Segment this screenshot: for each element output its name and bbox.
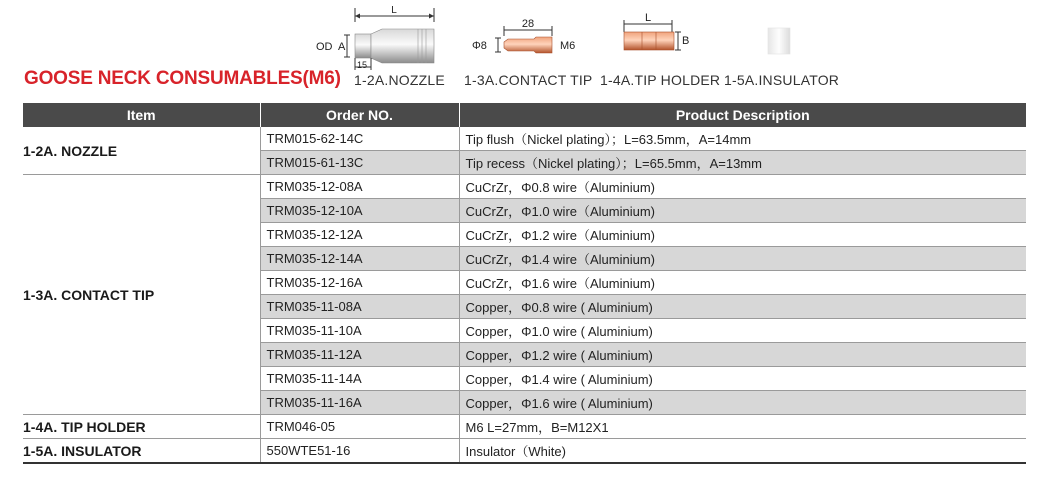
tip-thread-label: M6: [560, 40, 576, 52]
part-label-insulator: 1-5A.INSULATOR: [724, 72, 840, 88]
order-no-cell: TRM046-05: [260, 415, 459, 439]
order-no-cell: TRM035-11-16A: [260, 391, 459, 415]
holder-b-label: B: [682, 35, 690, 47]
description-cell: CuCrZr，Φ1.2 wire（Aluminium): [459, 223, 1026, 247]
tip-diameter-label: Φ8: [472, 40, 487, 52]
item-cell: 1-4A. TIP HOLDER: [23, 415, 260, 439]
tip-holder-icon: [596, 0, 714, 72]
order-no-cell: TRM035-12-10A: [260, 199, 459, 223]
order-no-cell: TRM015-62-14C: [260, 127, 459, 151]
description-cell: Copper，Φ1.2 wire ( Aluminium): [459, 343, 1026, 367]
part-label-nozzle: 1-2A.NOZZLE: [354, 72, 445, 88]
order-no-cell: TRM035-12-08A: [260, 175, 459, 199]
nozzle-depth-label: 15: [357, 60, 368, 70]
description-cell: Copper，Φ0.8 wire ( Aluminium): [459, 295, 1026, 319]
contact-tip-icon: [462, 0, 587, 72]
header-order-no: Order NO.: [260, 103, 459, 127]
order-no-cell: TRM035-12-14A: [260, 247, 459, 271]
table-row: [23, 415, 1026, 439]
order-no-cell: TRM035-11-12A: [260, 343, 459, 367]
order-no-cell: TRM035-12-12A: [260, 223, 459, 247]
nozzle-a-label: A: [338, 41, 346, 53]
order-no-cell: TRM035-11-08A: [260, 295, 459, 319]
order-no-cell: TRM035-11-10A: [260, 319, 459, 343]
order-no-cell: 550WTE51-16: [260, 439, 459, 464]
header-item: Item: [23, 103, 260, 127]
table-header-row: [23, 103, 1026, 127]
table-row: [23, 127, 1026, 151]
description-cell: CuCrZr，Φ1.4 wire（Aluminium): [459, 247, 1026, 271]
insulator-icon: [722, 0, 837, 72]
description-cell: Copper，Φ1.4 wire ( Aluminium): [459, 367, 1026, 391]
item-cell: 1-2A. NOZZLE: [23, 127, 260, 175]
description-cell: Tip recess（Nickel plating）；L=65.5mm，A=13mm: [459, 151, 1026, 175]
description-cell: CuCrZr，Φ1.6 wire（Aluminium): [459, 271, 1026, 295]
order-no-cell: TRM015-61-13C: [260, 151, 459, 175]
description-cell: M6 L=27mm，B=M12X1: [459, 415, 1026, 439]
part-label-tip-holder: 1-4A.TIP HOLDER: [600, 72, 721, 88]
order-no-cell: TRM035-12-16A: [260, 271, 459, 295]
item-cell: 1-5A. INSULATOR: [23, 439, 260, 464]
description-cell: Insulator（White): [459, 439, 1026, 464]
part-contact-tip: [462, 0, 593, 96]
description-cell: Copper，Φ1.6 wire ( Aluminium): [459, 391, 1026, 415]
description-cell: CuCrZr，Φ0.8 wire（Aluminium): [459, 175, 1026, 199]
description-cell: Tip flush（Nickel plating）；L=63.5mm，A=14mm: [459, 127, 1026, 151]
header-product-description: Product Description: [459, 103, 1026, 127]
part-tip-holder: [596, 0, 721, 96]
part-insulator: [722, 0, 840, 96]
description-cell: Copper，Φ1.0 wire ( Aluminium): [459, 319, 1026, 343]
consumables-table: [23, 103, 1026, 464]
description-cell: CuCrZr，Φ1.0 wire（Aluminium): [459, 199, 1026, 223]
holder-length-label: L: [644, 12, 652, 24]
item-cell: 1-3A. CONTACT TIP: [23, 175, 260, 415]
part-nozzle: [310, 0, 460, 96]
table-row: [23, 439, 1026, 464]
part-label-contact-tip: 1-3A.CONTACT TIP: [464, 72, 593, 88]
table-row: [23, 175, 1026, 199]
nozzle-od-label: OD: [316, 41, 333, 53]
page-title: GOOSE NECK CONSUMABLES(M6): [24, 68, 341, 89]
nozzle-length-label: L: [391, 5, 397, 16]
tip-length-label: 28: [521, 18, 535, 30]
order-no-cell: TRM035-11-14A: [260, 367, 459, 391]
nozzle-icon: [310, 0, 460, 72]
